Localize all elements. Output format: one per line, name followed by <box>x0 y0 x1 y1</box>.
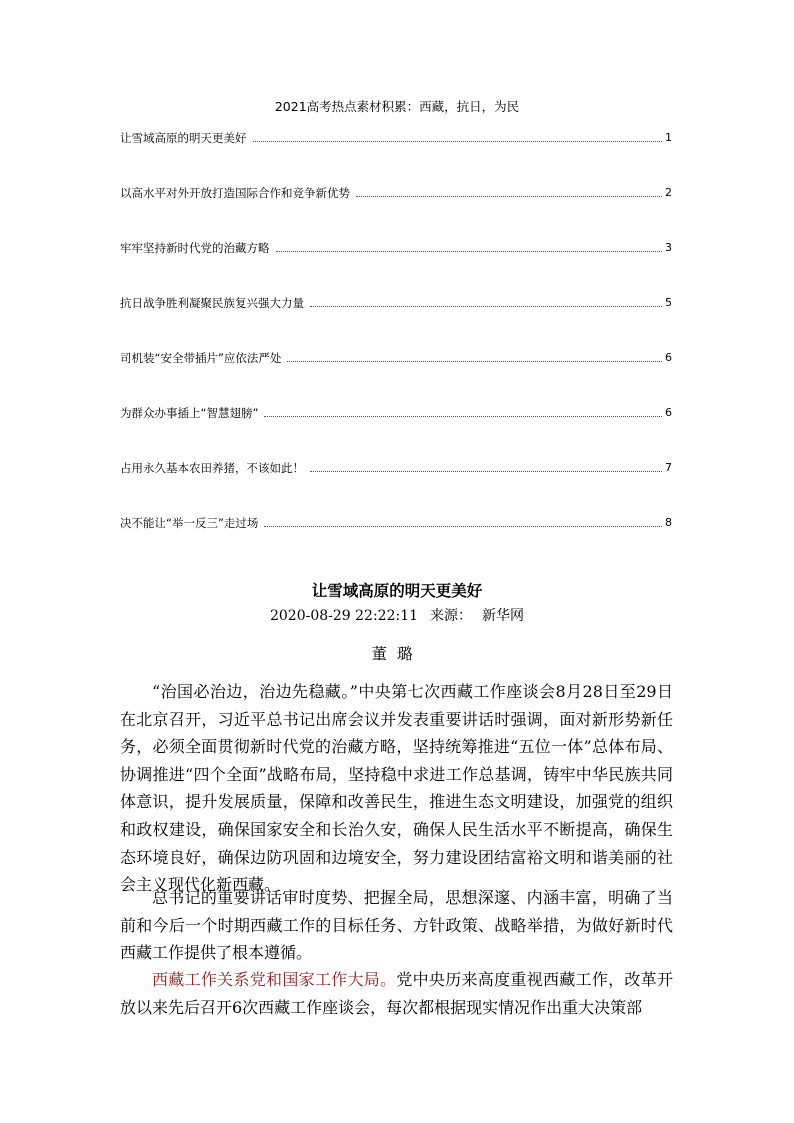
toc-entry-page: 3 <box>665 241 672 254</box>
source-label: 来源： <box>430 608 473 624</box>
toc-entry[interactable] <box>120 240 672 256</box>
toc-entry[interactable] <box>120 185 672 201</box>
toc-dot-leader <box>310 306 662 307</box>
toc-entry-title: 抗日战争胜利凝聚民族复兴强大力量 <box>120 296 304 310</box>
toc-dot-leader <box>253 141 663 142</box>
article-meta <box>0 606 794 626</box>
toc-entry-title: 为群众办事插上“智慧翅膀” <box>120 406 259 420</box>
toc-dot-leader <box>287 361 662 362</box>
toc-dot-leader <box>310 471 662 472</box>
highlighted-phrase: 西藏工作关系党和国家工作大局。 <box>152 970 397 989</box>
toc-dot-leader <box>356 196 662 197</box>
article-paragraph-2: 总书记的重要讲话审时度势、把握全局，思想深邃、内涵丰富，明确了当前和今后一个时期西藏工作的目标任务、方针政策、战略举措，为做好新时代西藏工作提供了根本遵循。 <box>120 888 673 963</box>
article-title: 让雪域高原的明天更美好 <box>311 581 483 600</box>
toc-entry[interactable] <box>120 350 672 366</box>
toc-entry-title: 占用永久基本农田养猪，不该如此！ <box>120 461 304 475</box>
toc-dot-leader <box>264 526 662 527</box>
toc-entry[interactable] <box>120 295 672 311</box>
article-source: 新华网 <box>482 608 525 624</box>
article-paragraph-1: “治国必治边，治边先稳藏。”中央第七次西藏工作座谈会8月28日至29日在北京召开，习近平总书记出席会议并发表重要讲话时强调，面对新形势新任务，必须全面贯彻新时代党的治藏方略，坚持统筹推进“五位一体”总体布局、协调推进“四个全面”战略布局，坚持稳中求进工作总基调，铸牢中华民族共同体意识，提升发展质量，保障和改善民生，推进生态文明建设，加强党的组织和政权建设，确保国家安全和长治久安，确保人民生活水平不断提高，确保生态环境良好，确保边防巩固和边境安全，努力建设团结富裕文明和谐美丽的社会主义现代化新西藏。 <box>120 682 673 895</box>
toc-entry-page: 7 <box>665 461 672 474</box>
paragraph-text: 党中央历来高度重视西藏工作，改革开放以来先后召开6次西藏工作座谈会，每次都根据现实情况作出重大决策部 <box>120 970 673 1017</box>
toc-entry-title: 让雪域高原的明天更美好 <box>120 131 247 145</box>
document-title: 2021高考热点素材积累：西藏，抗日，为民 <box>274 99 520 114</box>
toc-entry-title: 牢牢坚持新时代党的治藏方略 <box>120 241 270 255</box>
article-paragraph-3 <box>120 966 673 1021</box>
toc-entry[interactable] <box>120 515 672 531</box>
toc-entry[interactable] <box>120 130 672 146</box>
toc-entry-title: 司机装“安全带插片”应依法严处 <box>120 351 282 365</box>
toc-entry-page: 8 <box>665 516 672 529</box>
toc-entry-page: 1 <box>665 131 672 144</box>
toc-entry-page: 2 <box>665 186 672 199</box>
toc-entry[interactable] <box>120 405 672 421</box>
toc-entry-title: 以高水平对外开放打造国际合作和竞争新优势 <box>120 186 350 200</box>
toc-entry[interactable] <box>120 460 672 476</box>
toc-dot-leader <box>264 416 662 417</box>
toc-entry-page: 6 <box>665 406 672 419</box>
toc-entry-title: 决不能让“举一反三”走过场 <box>120 516 259 530</box>
toc-entry-page: 6 <box>665 351 672 364</box>
article-date: 2020-08-29 22:22:11 <box>269 608 419 624</box>
toc-dot-leader <box>276 251 663 252</box>
toc-entry-page: 5 <box>665 296 672 309</box>
article-author: 董璐 <box>371 645 423 663</box>
